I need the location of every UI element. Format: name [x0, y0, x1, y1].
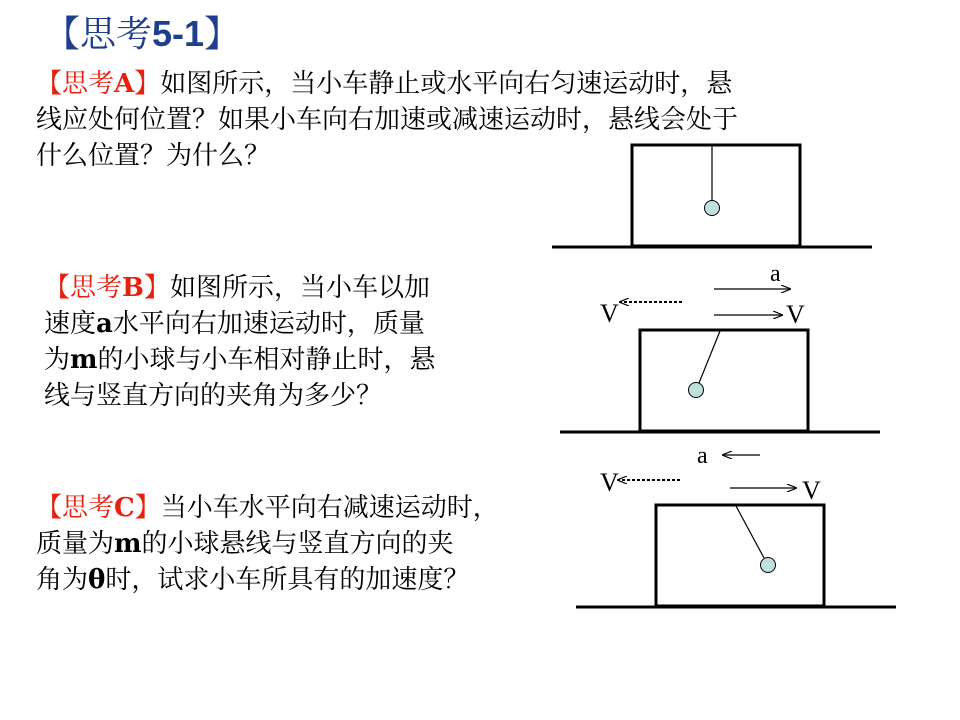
ball-a: [705, 201, 720, 216]
velocity-label-b-right: V: [786, 300, 805, 329]
cart-c: [656, 505, 824, 606]
velocity-label-c-right: V: [802, 476, 821, 505]
velocity-label-c-left: V: [600, 468, 619, 497]
question-c-line-3: 角为θ时，试求小车所具有的加速度？: [36, 565, 470, 595]
velocity-label-b-left: V: [600, 299, 619, 328]
title-suffix: 】: [204, 14, 241, 55]
title-prefix: 【思考: [44, 14, 153, 55]
accel-label-b: a: [770, 261, 781, 287]
question-b-line-4: 线与竖直方向的夹角为多少？: [44, 381, 383, 411]
accel-label-c: a: [697, 443, 708, 469]
cart-a: [632, 145, 800, 246]
question-c-tag: 【思考C】: [36, 493, 161, 523]
question-a-line-3: 什么位置？为什么？: [36, 141, 271, 171]
question-c-line-2: 质量为m的小球悬线与竖直方向的夹: [36, 529, 454, 559]
cart-b: [640, 330, 808, 431]
cart-diagram-a: [552, 145, 872, 247]
question-b-line-3: 为m的小球与小车相对静止时，悬: [44, 345, 436, 375]
question-c-line-1: 【思考C】当小车水平向右减速运动时，: [36, 493, 499, 523]
question-a-tag: 【思考A】: [36, 69, 161, 99]
ball-c: [761, 558, 776, 573]
question-a-line-1: 【思考A】如图所示，当小车静止或水平向右匀速运动时，悬: [36, 69, 733, 99]
ball-b: [689, 383, 704, 398]
question-b-tag: 【思考B】: [44, 273, 171, 303]
question-a-line-2: 线应处何位置？如果小车向右加速或减速运动时，悬线会处于: [36, 105, 739, 135]
title-number: 5-1: [152, 13, 205, 54]
string-c: [736, 506, 764, 558]
cart-diagram-c: [576, 443, 896, 607]
question-b-line-1: 【思考B】如图所示，当小车以加: [44, 273, 431, 303]
cart-diagram-b: [560, 261, 880, 432]
question-b-line-2: 速度a水平向右加速运动时，质量: [44, 309, 425, 339]
string-b: [699, 331, 720, 383]
